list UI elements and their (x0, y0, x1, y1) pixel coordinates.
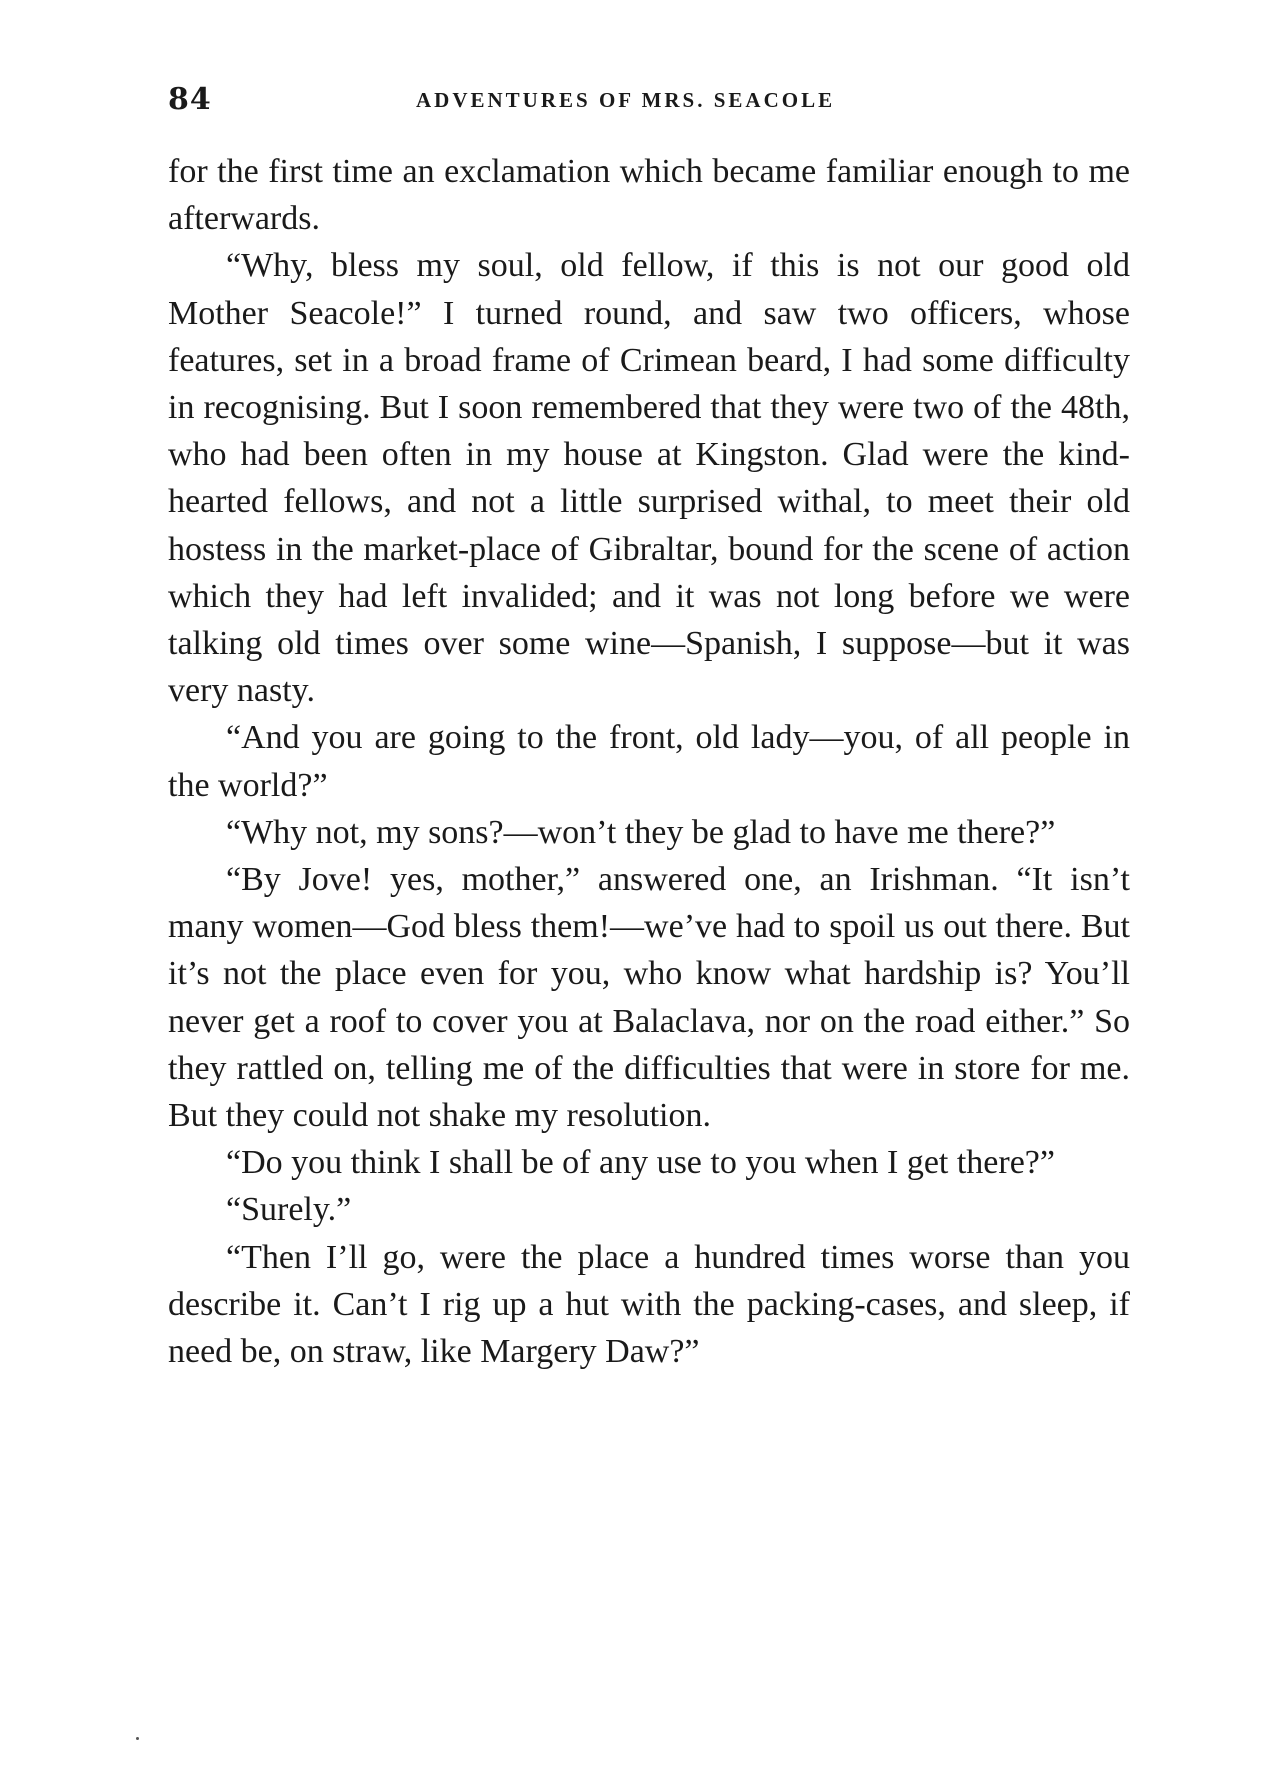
paragraph: “And you are going to the front, old lady—you, of all people in the world?” (168, 719, 1130, 804)
body-text (168, 148, 1130, 1375)
paragraph: “Do you think I shall be of any use to you when I get there?” (226, 1144, 1055, 1182)
running-title: ADVENTURES OF MRS. SEACOLE (416, 88, 836, 112)
paragraph: “Why not, my sons?—won’t they be glad to have me there?” (226, 813, 1056, 851)
page-number: 84 (168, 82, 212, 117)
paragraph: “Why, bless my soul, old fellow, if this is not our good old Mother Seacole!” I turned round, and saw two officers, whose features, set in a broad frame of Crimean beard, I had some difficulty in recognising. But I soon remembered that they were two of the 48th, who had been often in my house at Kingston. Glad were the kind-hearted fellows, and not a little surprised withal, to meet their old hostess in the market-place of Gibraltar, bound for the scene of action which they had left invalided; and it was not long before we were talking old times over some wine—Spanish, I suppose—but it was very nasty. (168, 247, 1130, 710)
paragraph-continuation: for the first time an exclamation which became familiar enough to me afterwards. (168, 153, 1130, 238)
paper-speck (136, 1737, 139, 1740)
running-head (168, 82, 1128, 122)
paragraph: “Then I’ll go, were the place a hundred times worse than you describe it. Can’t I rig up a hut with the packing-cases, and sleep, if need be, on straw, like Margery Daw?” (168, 1238, 1130, 1371)
paragraph: “Surely.” (226, 1191, 352, 1229)
paragraph: “By Jove! yes, mother,” answered one, an Irishman. “It isn’t many women—God bless them!—we’ve had to spoil us out there. But it’s not the place even for you, who know what hardship is? You’ll never get a roof to cover you at Balaclava, nor on the road either.” So they rattled on, telling me of the difficulties that were in store for me. But they could not shake my resolution. (168, 861, 1130, 1135)
